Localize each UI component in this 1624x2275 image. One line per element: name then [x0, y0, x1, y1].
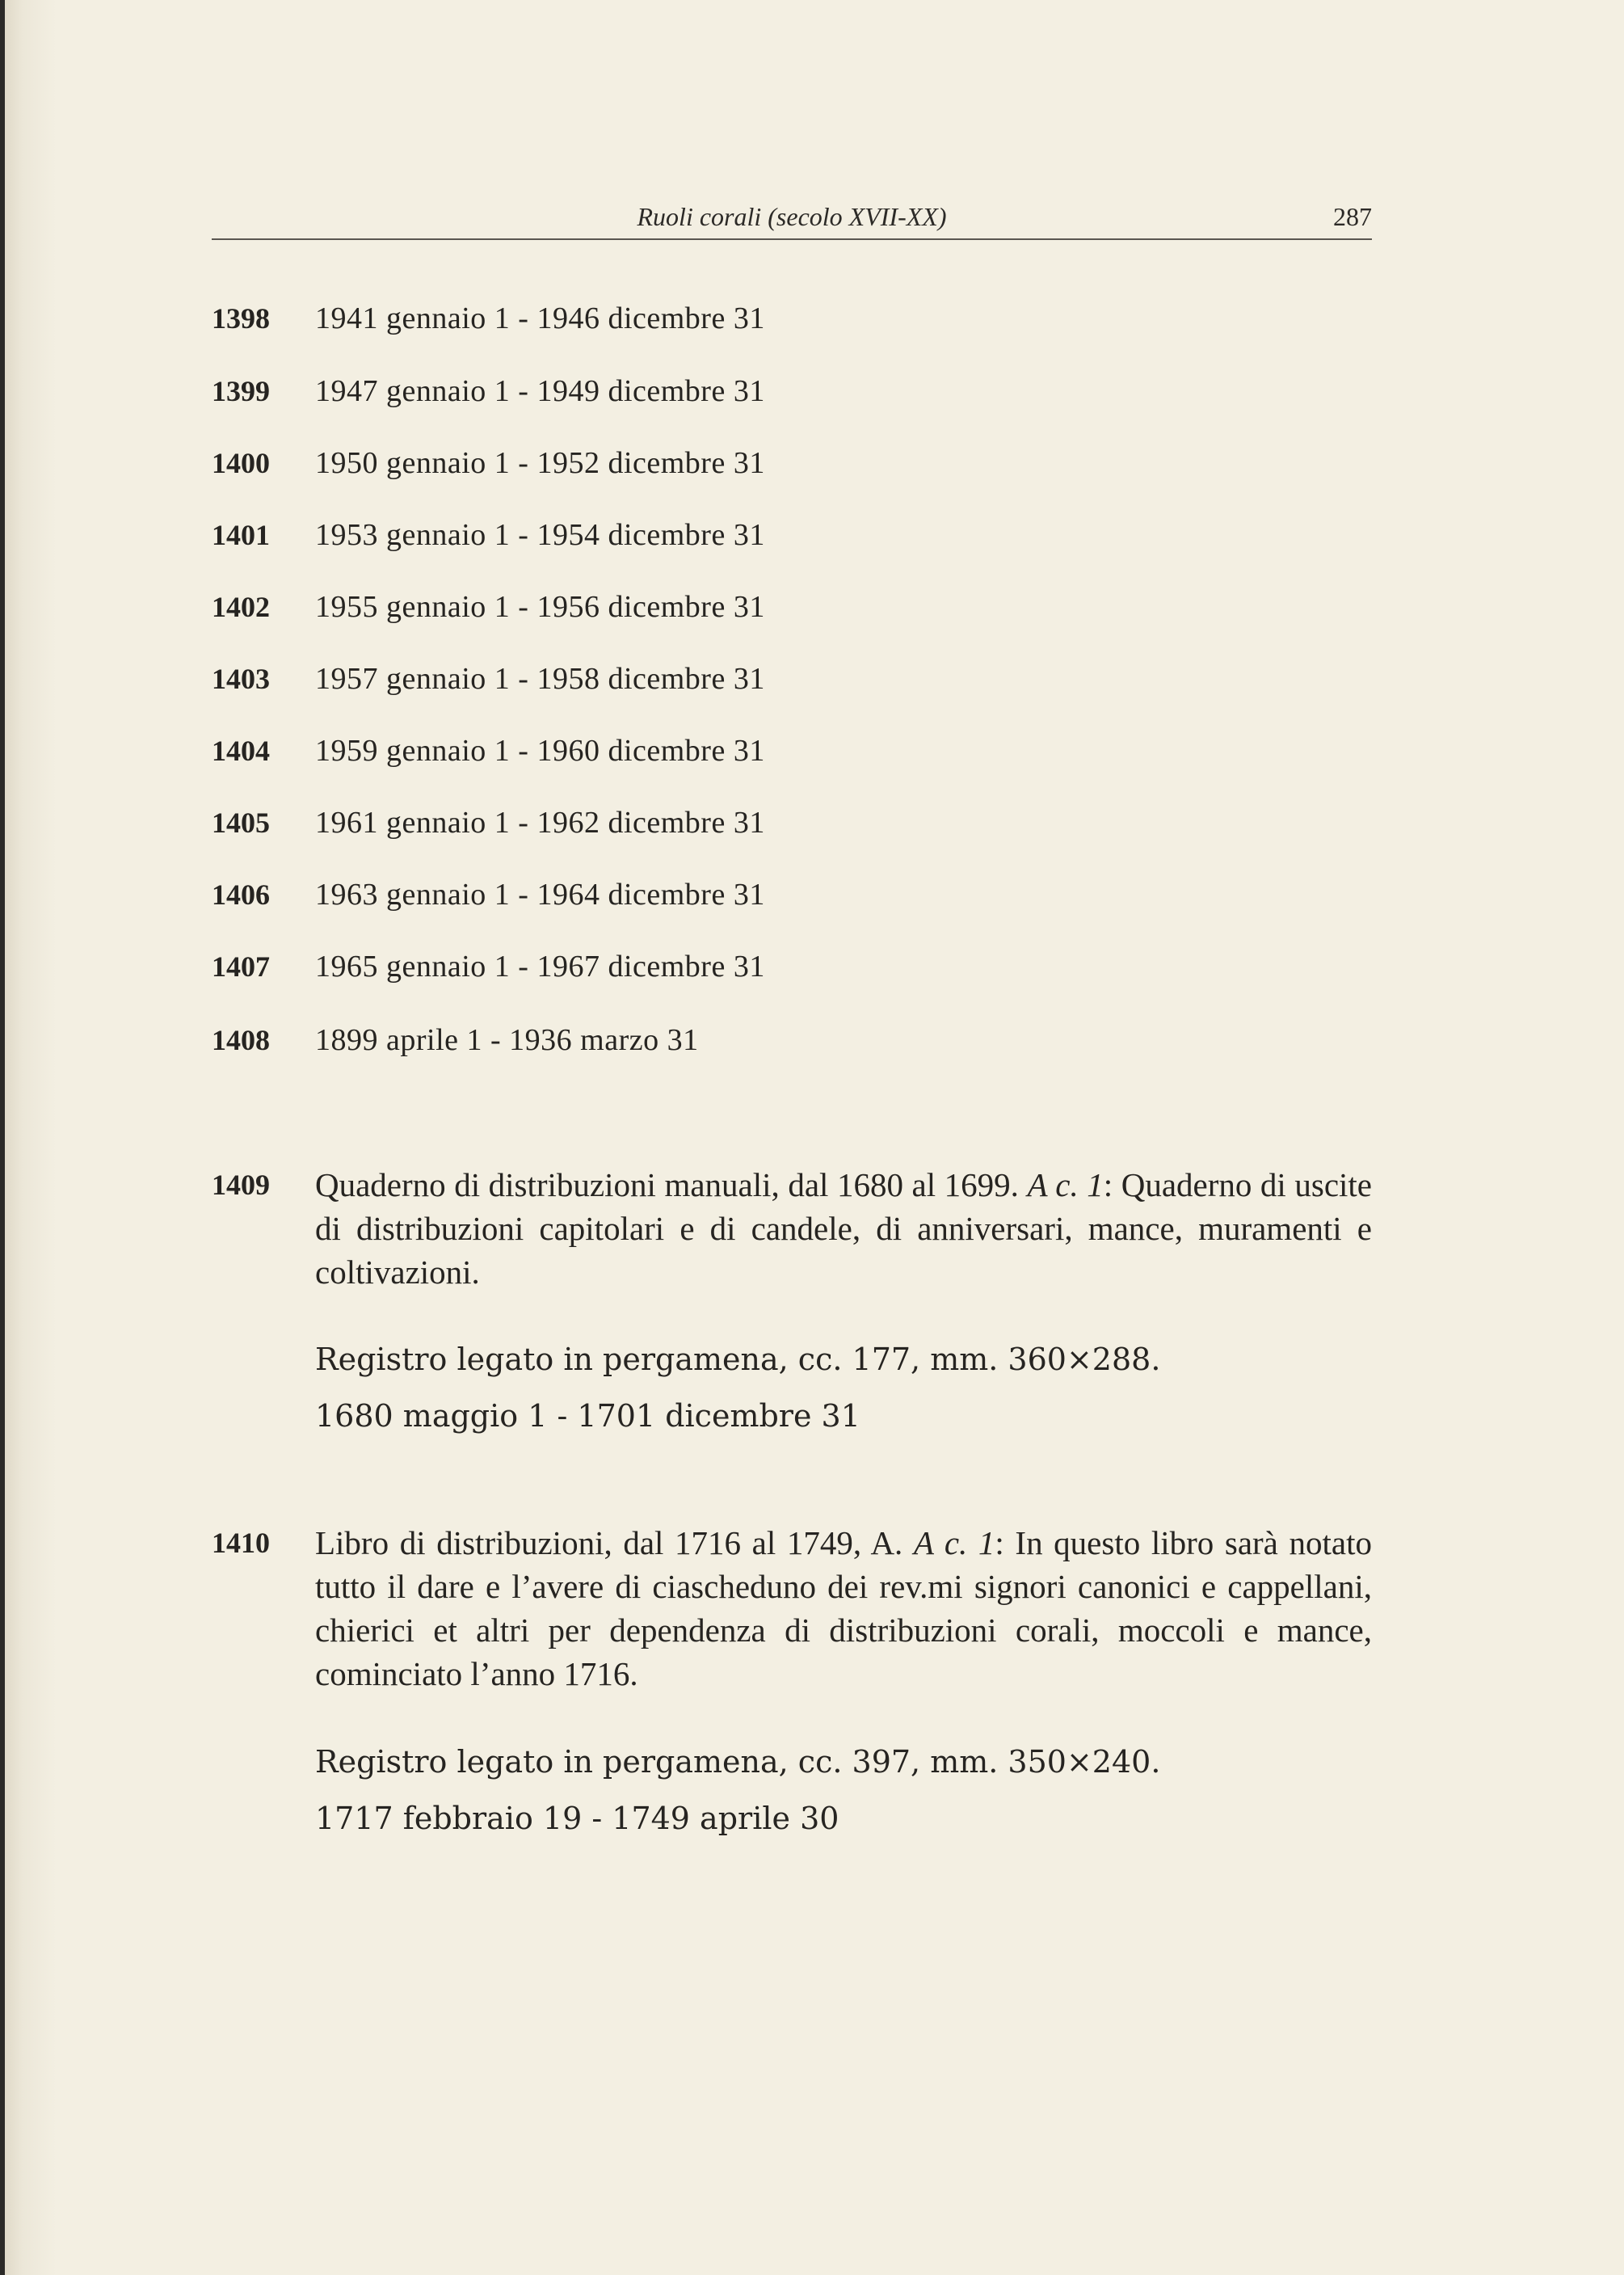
entry-description	[315, 1163, 1372, 1294]
entry-dates: 1953 gennaio 1 - 1954 dicembre 31	[315, 518, 765, 552]
entry-dates: 1941 gennaio 1 - 1946 dicembre 31	[315, 301, 765, 335]
entry-dates: 1955 gennaio 1 - 1956 dicembre 31	[315, 590, 765, 624]
entry-number: 1408	[212, 1024, 270, 1056]
entry-number: 1404	[212, 735, 270, 767]
entry-dates: 1947 gennaio 1 - 1949 dicembre 31	[315, 374, 765, 408]
entry-number: 1399	[212, 375, 270, 407]
physical-description: Registro legato in pergamena, cc. 177, mm. 360×288.	[315, 1342, 1161, 1377]
physical-description: Registro legato in pergamena, cc. 397, mm. 350×240.	[315, 1744, 1161, 1780]
list-item	[212, 728, 1372, 773]
entry-description	[315, 1521, 1372, 1696]
entry-number: 1398	[212, 302, 270, 335]
carta-reference: A c. 1	[1027, 1166, 1104, 1203]
description-text	[315, 1163, 1372, 1294]
description-main: Quaderno di distribuzioni manuali, dal 1680 al 1699.	[315, 1166, 1028, 1203]
list-item	[212, 369, 1372, 414]
entry-number: 1407	[212, 950, 270, 983]
description-rest: : In questo libro sarà notato tutto il dare e l’avere di ciascheduno dei rev.mi signori canonici e cappellani, chierici et altri per dependenza di distribuzioni corali, moccoli e mance, cominciato l’anno 1716.	[315, 1524, 1372, 1692]
entry-dates: 1959 gennaio 1 - 1960 dicembre 31	[315, 734, 765, 768]
entry-number: 1406	[212, 878, 270, 911]
description-main: Libro di distribuzioni, dal 1716 al 1749, A.	[315, 1524, 914, 1561]
entry-number: 1410	[212, 1527, 270, 1559]
running-head	[212, 199, 1372, 239]
page-edge-shadow	[0, 0, 5, 2275]
entry-number: 1403	[212, 663, 270, 695]
list-item	[212, 656, 1372, 701]
carta-reference: A c. 1	[913, 1524, 995, 1561]
page-number: 287	[1333, 202, 1372, 231]
entry-number: 1402	[212, 591, 270, 623]
entry-dates: 1961 gennaio 1 - 1962 dicembre 31	[315, 806, 765, 840]
running-title: Ruoli corali (secolo XVII-XX)	[637, 202, 947, 231]
entry-number: 1409	[212, 1169, 270, 1201]
header-rule	[212, 238, 1372, 240]
entry-dates: 1965 gennaio 1 - 1967 dicembre 31	[315, 950, 765, 984]
entry-dates: 1950 gennaio 1 - 1952 dicembre 31	[315, 446, 765, 480]
list-item	[212, 440, 1372, 486]
list-item	[212, 872, 1372, 917]
entry-1410	[212, 1521, 1372, 1763]
list-item	[212, 296, 1372, 341]
list-item	[212, 944, 1372, 989]
list-item	[212, 512, 1372, 558]
entry-dates: 1963 gennaio 1 - 1964 dicembre 31	[315, 878, 765, 912]
date-range: 1680 maggio 1 - 1701 dicembre 31	[315, 1398, 860, 1434]
description-rest: : Quaderno di uscite di distribuzioni capitolari e di candele, di anniversari, mance, muramenti e coltivazioni.	[315, 1166, 1372, 1291]
entry-dates: 1899 aprile 1 - 1936 marzo 31	[315, 1023, 699, 1057]
date-range: 1717 febbraio 19 - 1749 aprile 30	[315, 1801, 839, 1836]
entry-number: 1405	[212, 807, 270, 839]
list-item	[212, 584, 1372, 630]
description-text	[315, 1521, 1372, 1696]
list-item	[212, 800, 1372, 845]
entry-number: 1401	[212, 519, 270, 551]
list-item	[212, 1017, 1372, 1063]
entry-dates: 1957 gennaio 1 - 1958 dicembre 31	[315, 662, 765, 696]
entry-number: 1400	[212, 447, 270, 479]
